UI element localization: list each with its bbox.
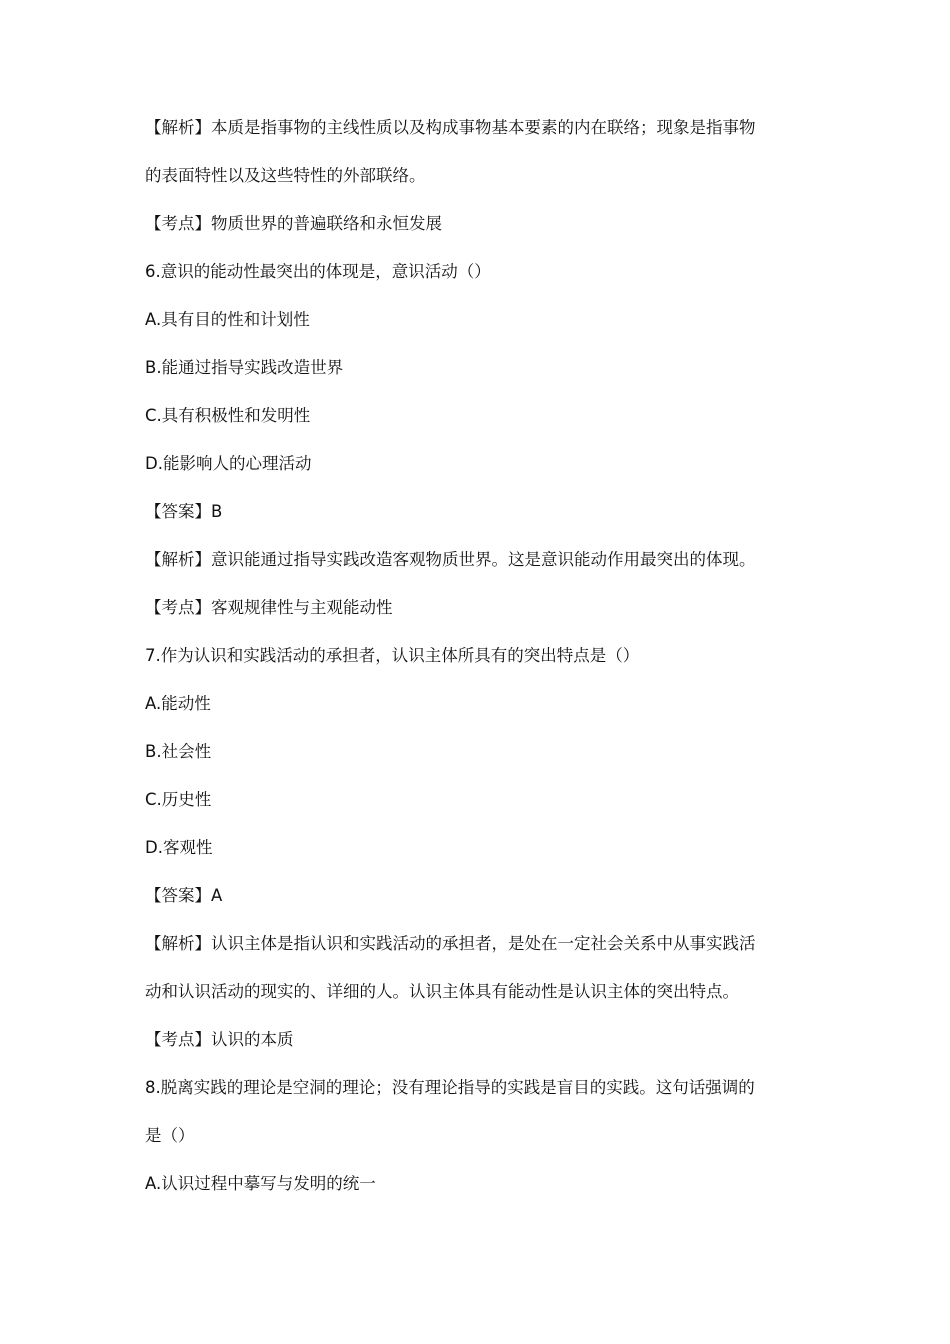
analysis-line-5b: 的表面特性以及这些特性的外部联络。 — [145, 166, 426, 185]
q7-answer: 【答案】A — [145, 886, 223, 905]
topic-line-5: 【考点】物质世界的普遍联络和永恒发展 — [145, 214, 442, 233]
q6-option-a: A.具有目的性和计划性 — [145, 310, 310, 329]
question-8b: 是（） — [145, 1126, 195, 1145]
q7-option-a: A.能动性 — [145, 694, 211, 713]
q6-option-d: D.能影响人的心理活动 — [145, 454, 312, 473]
q7-topic: 【考点】认识的本质 — [145, 1030, 294, 1049]
question-8a: 8.脱离实践的理论是空洞的理论；没有理论指导的实践是盲目的实践。这句话强调的 — [145, 1078, 755, 1097]
q7-option-c: C.历史性 — [145, 790, 212, 809]
q6-topic: 【考点】客观规律性与主观能动性 — [145, 598, 393, 617]
q8-option-a: A.认识过程中摹写与发明的统一 — [145, 1174, 376, 1193]
question-7: 7.作为认识和实践活动的承担者，认识主体所具有的突出特点是（） — [145, 646, 640, 665]
q7-analysis-a: 【解析】认识主体是指认识和实践活动的承担者，是处在一定社会关系中从事实践活 — [145, 934, 756, 953]
question-6: 6.意识的能动性最突出的体现是，意识活动（） — [145, 262, 491, 281]
analysis-line-5a: 【解析】本质是指事物的主线性质以及构成事物基本要素的内在联络；现象是指事物 — [145, 118, 756, 137]
q6-option-c: C.具有积极性和发明性 — [145, 406, 311, 425]
q7-option-d: D.客观性 — [145, 838, 213, 857]
q6-option-b: B.能通过指导实践改造世界 — [145, 358, 344, 377]
q6-answer: 【答案】B — [145, 502, 223, 521]
q6-analysis: 【解析】意识能通过指导实践改造客观物质世界。这是意识能动作用最突出的体现。 — [145, 550, 756, 569]
q7-analysis-b: 动和认识活动的现实的、详细的人。认识主体具有能动性是认识主体的突出特点。 — [145, 982, 739, 1001]
q7-option-b: B.社会性 — [145, 742, 212, 761]
